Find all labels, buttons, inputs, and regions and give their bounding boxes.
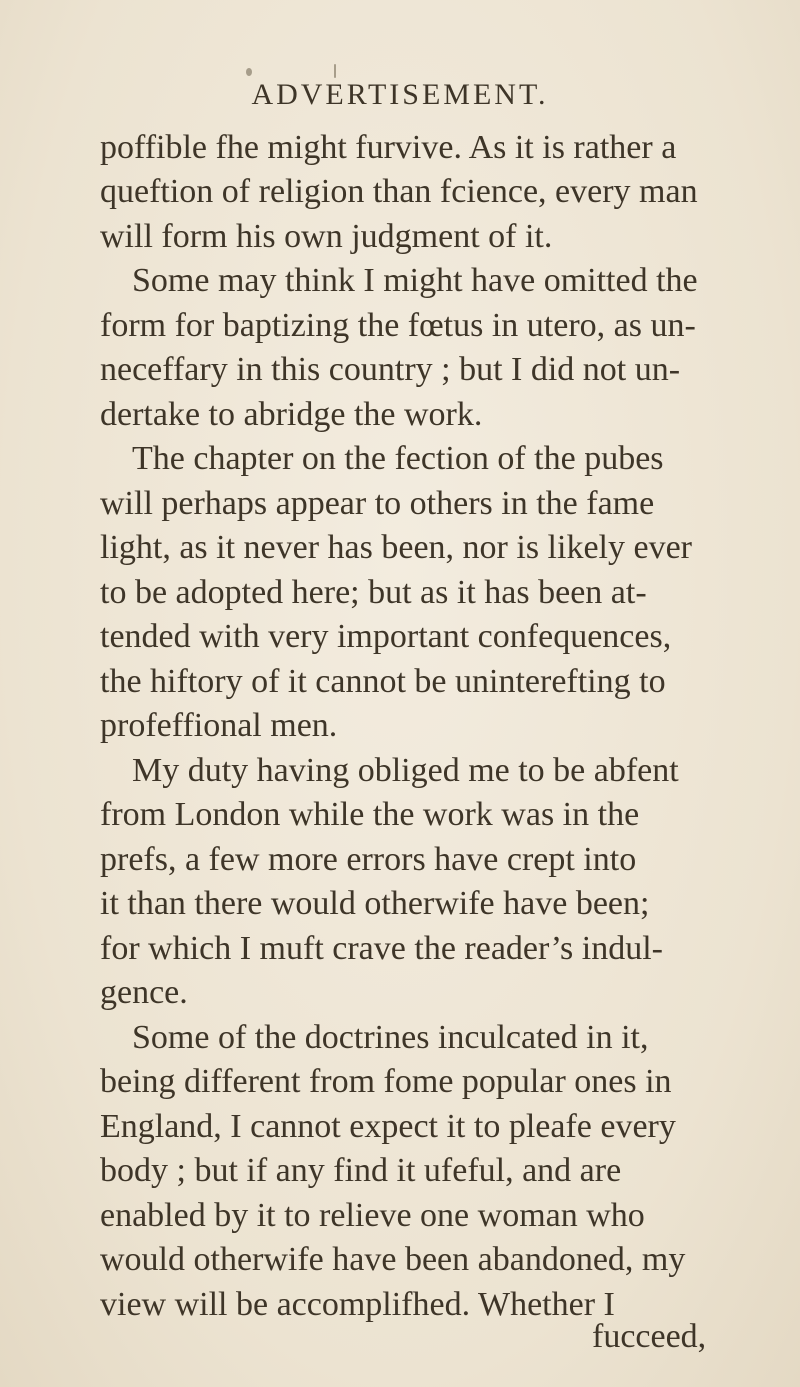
running-head: ADVERTISEMENT. (251, 78, 549, 111)
text-line: for which I muft crave the reader’s indul- (100, 930, 663, 967)
text-line: dertake to abridge the work. (100, 396, 483, 433)
text-line: being different from fome popular ones in (100, 1063, 672, 1100)
text-line: queftion of religion than fcience, every man (100, 173, 698, 210)
text-line: prefs, a few more errors have crept into (100, 841, 637, 878)
text-line: form for baptizing the fœtus in utero, as un- (100, 307, 696, 344)
text-line: the hiftory of it cannot be uninterefting to (100, 663, 666, 700)
text-line: will perhaps appear to others in the fame (100, 485, 655, 522)
ink-speck (334, 64, 336, 78)
text-line: neceffary in this country ; but I did not un- (100, 351, 681, 388)
text-line: The chapter on the fection of the pubes (132, 440, 664, 477)
text-line: enabled by it to relieve one woman who (100, 1197, 645, 1234)
text-line: to be adopted here; but as it has been at- (100, 574, 647, 611)
text-line: body ; but if any find it ufeful, and are (100, 1152, 622, 1189)
text-line: poffible fhe might furvive. As it is rather a (100, 129, 677, 166)
ink-speck (246, 68, 252, 76)
text-line: light, as it never has been, nor is likely ever (100, 529, 692, 566)
text-line: My duty having obliged me to be abfent (132, 752, 679, 789)
text-line: gence. (100, 974, 188, 1011)
catchword: fucceed, (592, 1318, 707, 1355)
text-line: profeffional men. (100, 707, 338, 744)
text-line: will form his own judgment of it. (100, 218, 553, 255)
text-line: England, I cannot expect it to pleafe every (100, 1108, 676, 1145)
text-line: Some may think I might have omitted the (132, 262, 698, 299)
text-line: Some of the doctrines inculcated in it, (132, 1019, 649, 1056)
text-line: would otherwife have been abandoned, my (100, 1241, 686, 1278)
text-line: view will be accomplifhed. Whether I (100, 1286, 615, 1323)
text-line: tended with very important confequences, (100, 618, 672, 655)
text-line: from London while the work was in the (100, 796, 640, 833)
text-line: it than there would otherwife have been; (100, 885, 650, 922)
